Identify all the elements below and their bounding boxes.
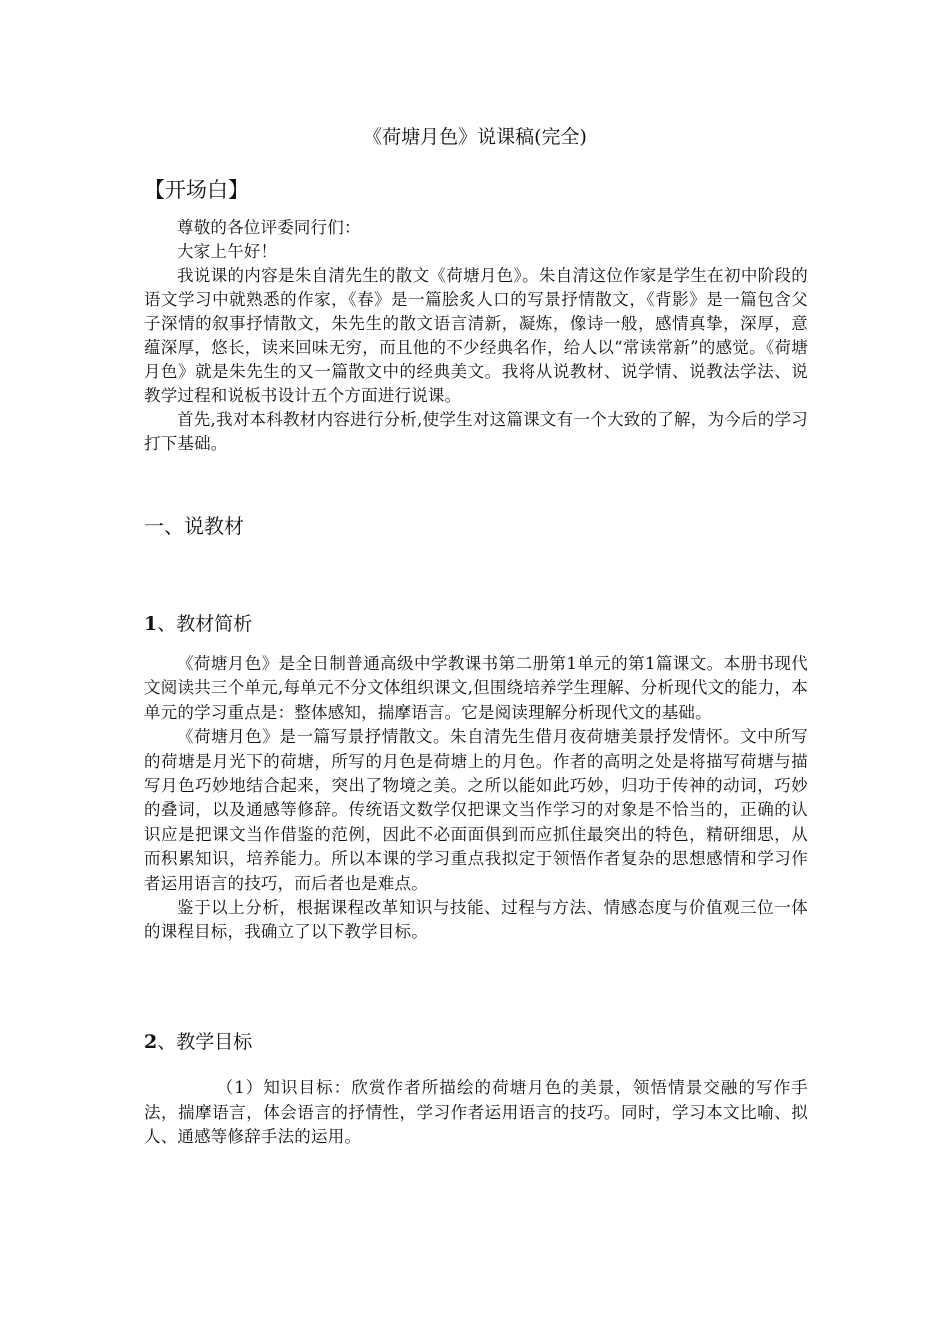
subheading-number: 2 (144, 1031, 158, 1053)
document-title: 《荷塘月色》说课稿(完全) (363, 126, 587, 148)
paragraph-hello: 大家上午好！ (177, 242, 278, 261)
paragraph-material-1: 《荷塘月色》是全日制普通高级中学教课书第二册第1单元的第1篇课文。本册书现代文阅读共三个单元,每单元不分文体组织课文,但围绕培养学生理解、分析现代文的能力，本单元的学习重点是：整体感知，揣摩语言。它是阅读理解分析现代文的基础。 (144, 654, 808, 722)
subheading-teaching-goals (144, 1028, 252, 1056)
paragraph-knowledge-goal: （1）知识目标：欣赏作者所描绘的荷塘月色的美景，领悟情景交融的写作手法，揣摩语言，体会语言的抒情性，学习作者运用语言的技巧。同时，学习本文比喻、拟人、通感等修辞手法的运用。 (144, 1078, 808, 1146)
material-section (144, 652, 808, 945)
paragraph-greeting: 尊敬的各位评委同行们： (177, 218, 361, 237)
opening-heading: 【开场白】 (144, 178, 249, 202)
section-heading-textbook: 一、说教材 (144, 514, 244, 538)
subheading-material-analysis (144, 610, 252, 638)
subheading-label: 、教材简析 (157, 613, 253, 635)
paragraph-overview: 首先,我对本科教材内容进行分析,使学生对这篇课文有一个大致的了解，为今后的学习打下基础。 (144, 410, 808, 453)
paragraph-material-2: 《荷塘月色》是一篇写景抒情散文。朱自清先生借月夜荷塘美景抒发情怀。文中所写的荷塘是月光下的荷塘，所写的月色是荷塘上的月色。作者的高明之处是将描写荷塘与描写月色巧妙地结合起来，突出了物境之美。之所以能如此巧妙，归功于传神的动词，巧妙的叠词，以及通感等修辞。传统语文数学仅把课文当作学习的对象是不恰当的，正确的认识应是把课文当作借鉴的范例，因此不必面面俱到而应抓住最突出的特色，精研细思，从而积累知识，培养能力。所以本课的学习重点我拟定于领悟作者复杂的思想感情和学习作者运用语言的技巧，而后者也是难点。 (144, 727, 808, 893)
paragraph-introduction: 我说课的内容是朱自清先生的散文《荷塘月色》。朱自清这位作家是学生在初中阶段的语文学习中就熟悉的作家，《春》是一篇脍炙人口的写景抒情散文，《背影》是一篇包含父子深情的叙事抒情散文，朱先生的散文语言清新，凝炼，像诗一般，感情真挚，深厚，意蕴深厚，悠长，读来回味无穷，而且他的不少经典名作，给人以“常读常新”的感觉。《荷塘月色》就是朱先生的又一篇散文中的经典美文。我将从说教材、说学情、说教法学法、说教学过程和说板书设计五个方面进行说课。 (144, 266, 808, 405)
paragraph-material-3: 鉴于以上分析，根据课程改革知识与技能、过程与方法、情感态度与价值观三位一体的课程目标，我确立了以下教学目标。 (144, 898, 808, 942)
subheading-number: 1 (144, 613, 158, 635)
goals-section (144, 1076, 808, 1150)
intro-section (144, 216, 808, 456)
subheading-label: 、教学目标 (157, 1031, 253, 1053)
